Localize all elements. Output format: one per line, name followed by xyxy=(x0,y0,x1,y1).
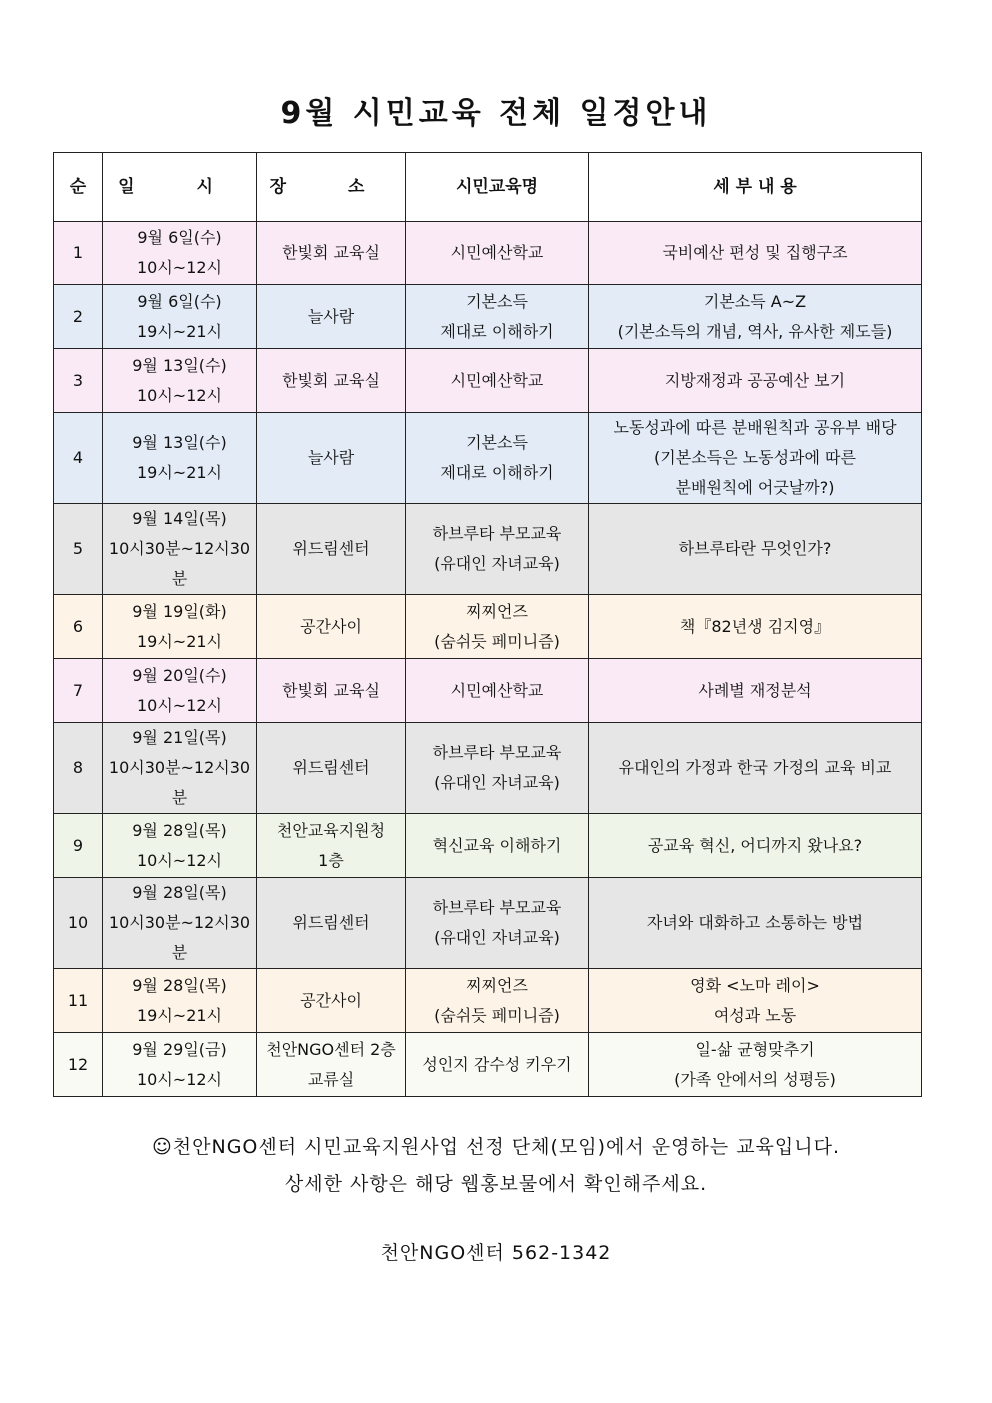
table-row xyxy=(54,349,922,413)
cell-name xyxy=(406,504,589,595)
cell-date xyxy=(103,723,257,814)
date-line: 10시~12시 xyxy=(136,385,223,405)
place-line: 천안NGO센터 2층 xyxy=(266,1039,396,1059)
cell-date xyxy=(103,413,257,504)
date-line: 10시30분~12시30분 xyxy=(108,539,251,588)
detail-line: 공교육 혁신, 어디까지 왔나요? xyxy=(647,835,863,855)
name-line: (숨쉬듯 페미니즘) xyxy=(434,1005,560,1025)
name-line: 찌찌언즈 xyxy=(466,975,528,995)
place-line: 위드림센터 xyxy=(292,539,370,558)
header-detail: 세 부 내 용 xyxy=(589,153,922,222)
cell-no: 11 xyxy=(54,969,103,1033)
header-date: 일 시 xyxy=(103,153,257,222)
date-line: 9월 28일(목) xyxy=(132,820,227,840)
cell-detail xyxy=(589,659,922,723)
name-line: (유대인 자녀교육) xyxy=(434,554,560,573)
cell-detail xyxy=(589,285,922,349)
cell-place xyxy=(257,969,406,1033)
detail-line: 분배원칙에 어긋날까?) xyxy=(675,478,835,497)
cell-no: 5 xyxy=(54,504,103,595)
date-line: 19시~21시 xyxy=(136,463,223,482)
header-no: 순 xyxy=(54,153,103,222)
cell-place xyxy=(257,723,406,814)
name-line: 찌찌언즈 xyxy=(466,601,528,621)
name-line: 제대로 이해하기 xyxy=(440,321,554,341)
cell-detail xyxy=(589,413,922,504)
date-line: 9월 28일(목) xyxy=(132,883,227,902)
cell-name xyxy=(406,659,589,723)
detail-line: 노동성과에 따른 분배원칙과 공유부 배당 xyxy=(613,418,897,437)
cell-no: 4 xyxy=(54,413,103,504)
detail-line: 자녀와 대화하고 소통하는 방법 xyxy=(646,913,864,932)
date-line: 9월 20일(수) xyxy=(132,665,227,685)
name-line: 기본소득 xyxy=(466,291,528,311)
cell-detail xyxy=(589,595,922,659)
cell-name xyxy=(406,349,589,413)
cell-place xyxy=(257,1033,406,1097)
footer-notice: ☺천안NGO센터 시민교육지원사업 선정 단체(모임)에서 운영하는 교육입니다. xyxy=(151,1136,841,1158)
date-line: 9월 6일(수) xyxy=(137,291,222,311)
table-row xyxy=(54,595,922,659)
name-line: 혁신교육 이해하기 xyxy=(432,835,562,855)
place-line: 교류실 xyxy=(307,1069,355,1089)
cell-date xyxy=(103,504,257,595)
date-line: 9월 21일(목) xyxy=(132,728,227,747)
cell-name xyxy=(406,595,589,659)
cell-no: 1 xyxy=(54,222,103,285)
name-line: (유대인 자녀교육) xyxy=(434,928,560,947)
date-line: 10시30분~12시30분 xyxy=(108,913,251,962)
cell-date xyxy=(103,659,257,723)
date-line: 9월 14일(목) xyxy=(132,509,227,528)
date-line: 19시~21시 xyxy=(136,631,223,651)
date-line: 9월 13일(수) xyxy=(132,355,227,375)
cell-place xyxy=(257,285,406,349)
name-line: (유대인 자녀교육) xyxy=(434,773,560,792)
table-row xyxy=(54,413,922,504)
place-line: 위드림센터 xyxy=(292,913,370,932)
place-line: 천안교육지원청 xyxy=(276,820,386,840)
detail-line: 유대인의 가정과 한국 가정의 교육 비교 xyxy=(618,758,892,777)
schedule-body xyxy=(54,222,922,1097)
cell-detail xyxy=(589,222,922,285)
place-line: 공간사이 xyxy=(300,990,362,1010)
table-row xyxy=(54,814,922,878)
footer-guide: 상세한 사항은 해당 웹홍보물에서 확인해주세요. xyxy=(284,1173,708,1195)
detail-line: 여성과 노동 xyxy=(713,1005,797,1025)
detail-line: 사례별 재정분석 xyxy=(698,680,812,700)
cell-place xyxy=(257,222,406,285)
table-row xyxy=(54,1033,922,1097)
cell-name xyxy=(406,969,589,1033)
table-row xyxy=(54,878,922,969)
header-name: 시민교육명 xyxy=(406,153,589,222)
date-line: 10시30분~12시30분 xyxy=(108,758,251,807)
place-line: 한빛회 교육실 xyxy=(282,680,380,700)
name-line: 하브루타 부모교육 xyxy=(432,743,562,762)
place-line: 늘사람 xyxy=(307,306,355,326)
cell-detail xyxy=(589,814,922,878)
date-line: 10시~12시 xyxy=(136,850,223,870)
cell-no: 3 xyxy=(54,349,103,413)
table-header-row xyxy=(54,153,922,222)
cell-no: 12 xyxy=(54,1033,103,1097)
cell-place xyxy=(257,595,406,659)
schedule-table xyxy=(53,152,922,1097)
detail-line: 지방재정과 공공예산 보기 xyxy=(664,370,846,390)
cell-no: 10 xyxy=(54,878,103,969)
cell-no: 8 xyxy=(54,723,103,814)
cell-place xyxy=(257,413,406,504)
table-row xyxy=(54,723,922,814)
cell-name xyxy=(406,413,589,504)
detail-line: 일-삶 균형맞추기 xyxy=(695,1039,815,1059)
table-row xyxy=(54,504,922,595)
name-line: 성인지 감수성 키우기 xyxy=(422,1054,572,1074)
cell-no: 6 xyxy=(54,595,103,659)
header-place: 장 소 xyxy=(257,153,406,222)
place-line: 늘사람 xyxy=(307,448,355,467)
date-line: 19시~21시 xyxy=(136,1005,223,1025)
place-line: 위드림센터 xyxy=(292,758,370,777)
place-line: 한빛회 교육실 xyxy=(282,370,380,390)
table-row xyxy=(54,659,922,723)
cell-name xyxy=(406,723,589,814)
footer-contact: 천안NGO센터 562-1342 xyxy=(380,1242,612,1264)
detail-line: (가족 안에서의 성평등) xyxy=(674,1069,836,1089)
name-line: 시민예산학교 xyxy=(450,370,544,390)
date-line: 9월 19일(화) xyxy=(132,601,227,621)
name-line: 하브루타 부모교육 xyxy=(432,898,562,917)
cell-detail xyxy=(589,723,922,814)
date-line: 9월 28일(목) xyxy=(132,975,227,995)
cell-detail xyxy=(589,969,922,1033)
table-row xyxy=(54,222,922,285)
date-line: 10시~12시 xyxy=(136,1069,223,1089)
place-line: 한빛회 교육실 xyxy=(282,243,380,262)
cell-name xyxy=(406,222,589,285)
name-line: 제대로 이해하기 xyxy=(440,463,554,482)
date-line: 9월 29일(금) xyxy=(132,1039,227,1059)
cell-date xyxy=(103,285,257,349)
cell-date xyxy=(103,349,257,413)
place-line: 1층 xyxy=(318,850,344,870)
cell-detail xyxy=(589,349,922,413)
detail-line: 하브루타란 무엇인가? xyxy=(678,539,832,558)
cell-no: 7 xyxy=(54,659,103,723)
name-line: 시민예산학교 xyxy=(450,243,544,262)
name-line: 기본소득 xyxy=(466,433,528,452)
cell-date xyxy=(103,878,257,969)
cell-place xyxy=(257,878,406,969)
cell-detail xyxy=(589,1033,922,1097)
page-title: 9월 시민교육 전체 일정안내 xyxy=(280,96,712,131)
date-line: 10시~12시 xyxy=(136,695,223,715)
cell-name xyxy=(406,814,589,878)
cell-place xyxy=(257,349,406,413)
table-row xyxy=(54,285,922,349)
cell-date xyxy=(103,969,257,1033)
cell-place xyxy=(257,659,406,723)
cell-detail xyxy=(589,504,922,595)
detail-line: 기본소득 A~Z xyxy=(703,291,807,311)
detail-line: 영화 <노마 레이> xyxy=(690,975,820,995)
name-line: (숨쉬듯 페미니즘) xyxy=(434,631,560,651)
detail-line: (기본소득은 노동성과에 따른 xyxy=(654,448,856,467)
cell-date xyxy=(103,1033,257,1097)
cell-place xyxy=(257,504,406,595)
cell-name xyxy=(406,1033,589,1097)
place-line: 공간사이 xyxy=(300,616,362,636)
name-line: 하브루타 부모교육 xyxy=(432,524,562,543)
detail-line: 책『82년생 김지영』 xyxy=(679,616,831,636)
date-line: 19시~21시 xyxy=(136,321,223,341)
cell-date xyxy=(103,595,257,659)
cell-name xyxy=(406,878,589,969)
cell-place xyxy=(257,814,406,878)
cell-detail xyxy=(589,878,922,969)
detail-line: (기본소득의 개념, 역사, 유사한 제도들) xyxy=(617,321,893,341)
table-row xyxy=(54,969,922,1033)
cell-no: 2 xyxy=(54,285,103,349)
cell-date xyxy=(103,222,257,285)
date-line: 9월 6일(수) xyxy=(137,228,222,247)
cell-name xyxy=(406,285,589,349)
cell-no: 9 xyxy=(54,814,103,878)
cell-date xyxy=(103,814,257,878)
date-line: 10시~12시 xyxy=(136,258,223,277)
detail-line: 국비예산 편성 및 집행구조 xyxy=(662,243,848,262)
name-line: 시민예산학교 xyxy=(450,680,544,700)
date-line: 9월 13일(수) xyxy=(132,433,227,452)
